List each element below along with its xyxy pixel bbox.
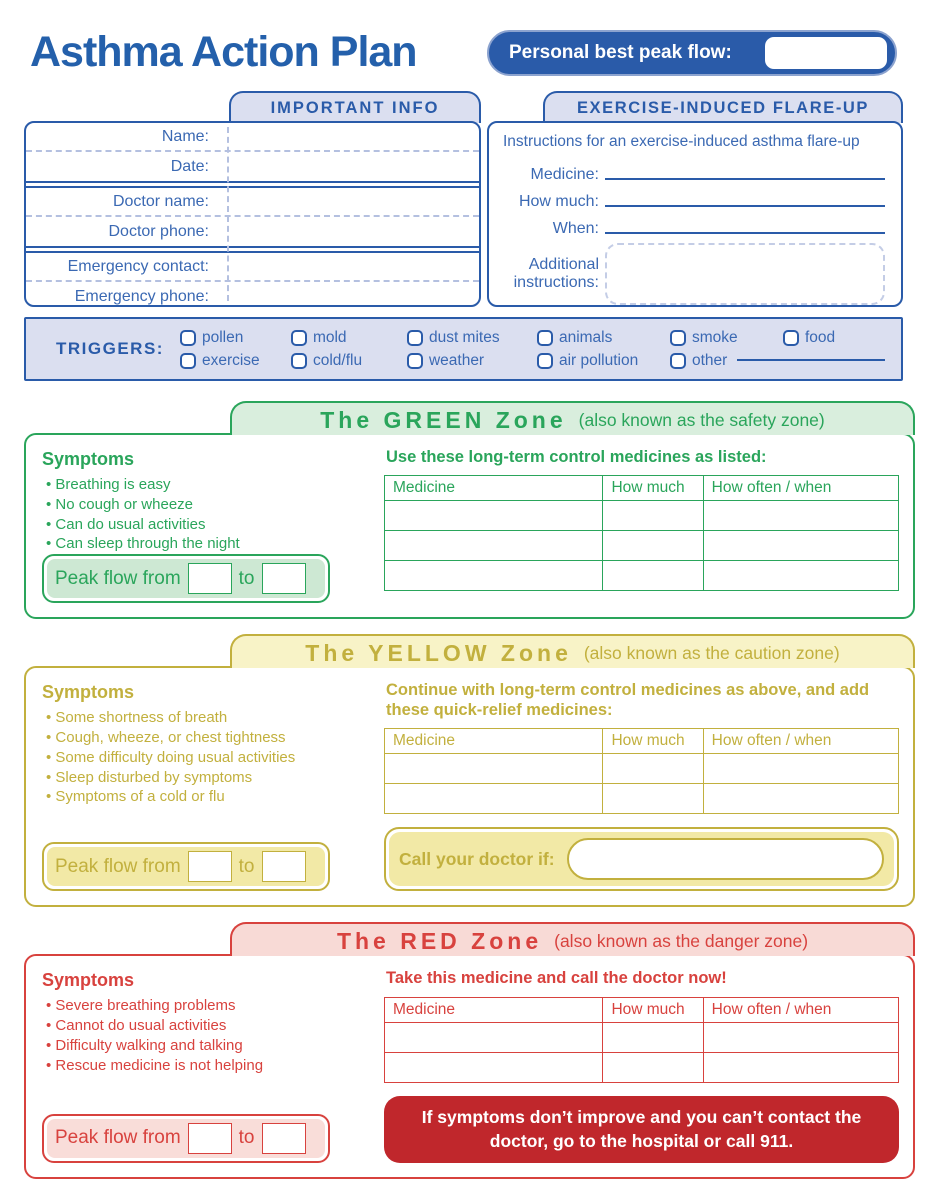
yellow-symptoms-heading: Symptoms [42, 682, 135, 703]
yellow-peak-flow-from-input[interactable] [188, 851, 232, 882]
green-peak-flow-from-input[interactable] [188, 563, 232, 594]
yellow-zone-title: The YELLOW Zone [305, 640, 572, 667]
medicine-cell[interactable] [385, 1052, 603, 1082]
how-much-cell[interactable] [603, 784, 703, 814]
trigger-weather [407, 352, 537, 370]
exercise-intro-text: Instructions for an exercise-induced asthma flare-up [503, 133, 860, 150]
emergency-phone-row [26, 282, 479, 307]
smoke-label: smoke [691, 328, 738, 346]
additional-instructions-input[interactable] [605, 243, 885, 305]
red-zone-title: The RED Zone [336, 928, 543, 955]
symptom-item: • No cough or wheeze [46, 495, 372, 515]
table-row [385, 754, 899, 784]
how-often-cell[interactable] [703, 531, 898, 561]
green-zone-subtitle: (also known as the safety zone) [578, 410, 825, 430]
yellow-symptoms-list [42, 708, 372, 807]
peak-flow-to-label: to [238, 855, 255, 877]
air-pollution-label: air pollution [558, 351, 639, 369]
exercise-when-row [495, 211, 889, 238]
red-zone-body [24, 954, 915, 1178]
how-much-cell[interactable] [603, 1022, 703, 1052]
exercise-flareup-tab-label: EXERCISE-INDUCED FLARE-UP [576, 98, 870, 117]
red-symptoms-heading: Symptoms [42, 970, 135, 991]
how-much-cell[interactable] [603, 754, 703, 784]
other-input[interactable] [737, 359, 885, 361]
air-pollution-checkbox[interactable] [537, 353, 553, 369]
medicine-cell[interactable] [385, 531, 603, 561]
food-checkbox[interactable] [783, 330, 799, 346]
dust-mites-checkbox[interactable] [407, 330, 423, 346]
red-zone-section [24, 922, 915, 1178]
red-peak-flow-box [42, 1114, 330, 1163]
personal-best-peak-flow-label: Personal best peak flow: [509, 41, 732, 63]
symptom-item: • Cough, wheeze, or chest tightness [46, 728, 372, 748]
red-zone-subtitle: (also known as the danger zone) [554, 931, 809, 952]
how-often-cell[interactable] [703, 784, 898, 814]
symptom-item: • Rescue medicine is not helping [46, 1056, 372, 1076]
trigger-air-pollution [537, 352, 670, 370]
red-peak-flow-to-input[interactable] [262, 1123, 306, 1154]
how-often-column-header: How often / when [703, 476, 898, 501]
doctor-phone-row [26, 217, 479, 246]
how-often-cell[interactable] [703, 501, 898, 531]
green-instruction: Use these long-term control medicines as listed: [386, 448, 767, 466]
how-often-cell[interactable] [703, 1052, 898, 1082]
exercise-label: exercise [201, 351, 260, 369]
trigger-cold-flu [291, 352, 407, 370]
green-symptoms-heading: Symptoms [42, 449, 135, 469]
how-much-cell[interactable] [603, 1052, 703, 1082]
weather-label: weather [428, 351, 485, 369]
additional-instructions-row [495, 243, 889, 305]
table-row [385, 501, 899, 531]
green-peak-flow-to-input[interactable] [262, 563, 306, 594]
green-zone-title: The GREEN Zone [320, 407, 567, 433]
emergency-contact-input[interactable] [221, 253, 479, 280]
symptom-item: • Some shortness of breath [46, 708, 372, 728]
medicine-column-header: Medicine [385, 997, 603, 1022]
important-info-section [24, 91, 481, 307]
table-row [385, 1052, 899, 1082]
triggers-label: TRIGGERS: [56, 339, 164, 358]
table-header-row [385, 729, 899, 754]
medicine-cell[interactable] [385, 754, 603, 784]
green-peak-flow-box [42, 554, 330, 603]
emergency-phone-input[interactable] [221, 282, 479, 307]
cold-flu-checkbox[interactable] [291, 353, 307, 369]
exercise-medicine-input[interactable] [605, 178, 885, 180]
peak-flow-from-label: Peak flow from [55, 1127, 181, 1149]
symptom-item: • Sleep disturbed by symptoms [46, 768, 372, 788]
table-header-row [385, 476, 899, 501]
peak-flow-to-label: to [238, 1127, 255, 1149]
smoke-checkbox[interactable] [670, 330, 686, 346]
medicine-cell[interactable] [385, 501, 603, 531]
symptom-item: • Can sleep through the night [46, 534, 372, 554]
exercise-flareup-tab [543, 91, 903, 123]
table-row [385, 1022, 899, 1052]
how-much-cell[interactable] [603, 531, 703, 561]
exercise-medicine-row [495, 157, 889, 184]
how-often-cell[interactable] [703, 561, 898, 591]
trigger-animals [537, 329, 670, 347]
how-much-column-header: How much [603, 476, 703, 501]
emergency-contact-row [26, 253, 479, 282]
table-header-row [385, 997, 899, 1022]
exercise-checkbox[interactable] [180, 353, 196, 369]
green-zone-tab [230, 401, 915, 435]
call-doctor-input[interactable] [567, 838, 884, 880]
symptom-item: • Breathing is easy [46, 475, 372, 495]
call-doctor-inner [389, 832, 894, 886]
weather-checkbox[interactable] [407, 353, 423, 369]
date-row [26, 152, 479, 181]
emergency-contact-label: Emergency contact: [67, 257, 209, 275]
trigger-mold [291, 329, 407, 347]
exercise-flareup-section [487, 91, 903, 307]
other-checkbox[interactable] [670, 353, 686, 369]
call-doctor-label: Call your doctor if: [399, 848, 555, 869]
field-divider-line [227, 127, 229, 301]
green-symptoms-list [42, 475, 372, 554]
important-info-tab-label: IMPORTANT INFO [270, 98, 440, 117]
personal-best-peak-flow-pill [487, 30, 897, 76]
medicine-column-header: Medicine [385, 476, 603, 501]
name-label: Name: [161, 127, 209, 145]
medicine-cell[interactable] [385, 784, 603, 814]
dust-mites-label: dust mites [428, 328, 500, 346]
yellow-peak-flow-to-input[interactable] [262, 851, 306, 882]
table-row [385, 784, 899, 814]
emergency-phone-label: Emergency phone: [74, 287, 209, 305]
medicine-cell[interactable] [385, 561, 603, 591]
doctor-name-label: Doctor name: [112, 192, 209, 210]
section-separator [26, 181, 479, 188]
doctor-name-row [26, 188, 479, 217]
medicine-column-header: Medicine [385, 729, 603, 754]
yellow-medicine-table [384, 728, 899, 814]
name-input[interactable] [221, 123, 479, 150]
trigger-food [783, 329, 887, 347]
important-info-body [24, 121, 481, 307]
mold-label: mold [312, 328, 347, 346]
yellow-peak-flow-box [42, 842, 330, 891]
green-zone-body [24, 433, 915, 619]
yellow-symptoms-column [42, 678, 372, 891]
how-often-column-header: How often / when [703, 997, 898, 1022]
green-medicine-table [384, 475, 899, 591]
personal-best-peak-flow-input[interactable] [765, 37, 887, 69]
doctor-phone-input[interactable] [221, 217, 479, 246]
trigger-dust-mites [407, 329, 537, 347]
name-row [26, 123, 479, 152]
red-medicines-column [372, 966, 899, 1162]
symptom-item: • Difficulty walking and talking [46, 1036, 372, 1056]
red-peak-flow-from-input[interactable] [188, 1123, 232, 1154]
peak-flow-from-label: Peak flow from [55, 855, 181, 877]
additional-instructions-label: Additional instructions: [513, 256, 599, 291]
table-row [385, 531, 899, 561]
animals-checkbox[interactable] [537, 330, 553, 346]
green-zone-section [24, 401, 915, 619]
how-often-cell[interactable] [703, 754, 898, 784]
triggers-section [24, 317, 903, 381]
medicine-cell[interactable] [385, 1022, 603, 1052]
exercise-medicine-label: Medicine: [530, 166, 599, 183]
table-row [385, 561, 899, 591]
exercise-how-much-row [495, 184, 889, 211]
trigger-other [670, 352, 887, 370]
mold-checkbox[interactable] [291, 330, 307, 346]
yellow-zone-tab [230, 634, 915, 668]
symptom-item: • Can do usual activities [46, 515, 372, 535]
green-peak-flow-inner [47, 559, 325, 598]
trigger-exercise [180, 352, 291, 370]
yellow-peak-flow-inner [47, 847, 325, 886]
trigger-pollen [180, 329, 291, 347]
exercise-flareup-body [487, 121, 903, 307]
doctor-name-input[interactable] [221, 188, 479, 215]
trigger-smoke [670, 329, 783, 347]
doctor-phone-label: Doctor phone: [108, 222, 209, 240]
red-instruction: Take this medicine and call the doctor now! [386, 969, 727, 988]
header [30, 28, 897, 77]
yellow-medicines-column [372, 678, 899, 891]
symptom-item: • Symptoms of a cold or flu [46, 787, 372, 807]
pollen-label: pollen [201, 328, 244, 346]
red-peak-flow-inner [47, 1119, 325, 1158]
emergency-banner: If symptoms don’t improve and you can’t contact the doctor, go to the hospital or call 911. [384, 1096, 899, 1163]
food-label: food [804, 328, 836, 346]
exercise-how-much-label: How much: [518, 193, 599, 210]
animals-label: animals [558, 328, 613, 346]
call-doctor-box [384, 827, 899, 891]
how-often-cell[interactable] [703, 1022, 898, 1052]
green-medicines-column [372, 445, 899, 603]
yellow-zone-section [24, 634, 915, 907]
red-zone-tab [230, 922, 915, 956]
how-often-column-header: How often / when [703, 729, 898, 754]
yellow-instruction: Continue with long-term control medicines as above, and add these quick-relief medicines: [386, 681, 870, 720]
pollen-checkbox[interactable] [180, 330, 196, 346]
cold-flu-label: cold/flu [312, 351, 363, 369]
symptom-item: • Severe breathing problems [46, 996, 372, 1016]
symptom-item: • Some difficulty doing usual activities [46, 748, 372, 768]
other-label: other [691, 351, 728, 369]
exercise-when-input[interactable] [605, 232, 885, 234]
yellow-zone-body [24, 666, 915, 907]
how-much-cell[interactable] [603, 561, 703, 591]
peak-flow-to-label: to [238, 567, 255, 589]
how-much-column-header: How much [603, 997, 703, 1022]
green-symptoms-column [42, 445, 372, 603]
triggers-grid [180, 329, 887, 370]
red-symptoms-list [42, 996, 372, 1075]
yellow-zone-subtitle: (also known as the caution zone) [583, 643, 840, 664]
exercise-when-label: When: [552, 220, 599, 237]
peak-flow-from-label: Peak flow from [55, 567, 181, 589]
how-much-cell[interactable] [603, 501, 703, 531]
page-title: Asthma Action Plan [30, 28, 417, 76]
date-label: Date: [170, 157, 209, 175]
symptom-item: • Cannot do usual activities [46, 1016, 372, 1036]
section-separator [26, 246, 479, 253]
info-row [24, 91, 903, 307]
date-input[interactable] [221, 152, 479, 181]
important-info-tab [229, 91, 481, 123]
red-symptoms-column [42, 966, 372, 1162]
red-medicine-table [384, 997, 899, 1083]
exercise-how-much-input[interactable] [605, 205, 885, 207]
how-much-column-header: How much [603, 729, 703, 754]
